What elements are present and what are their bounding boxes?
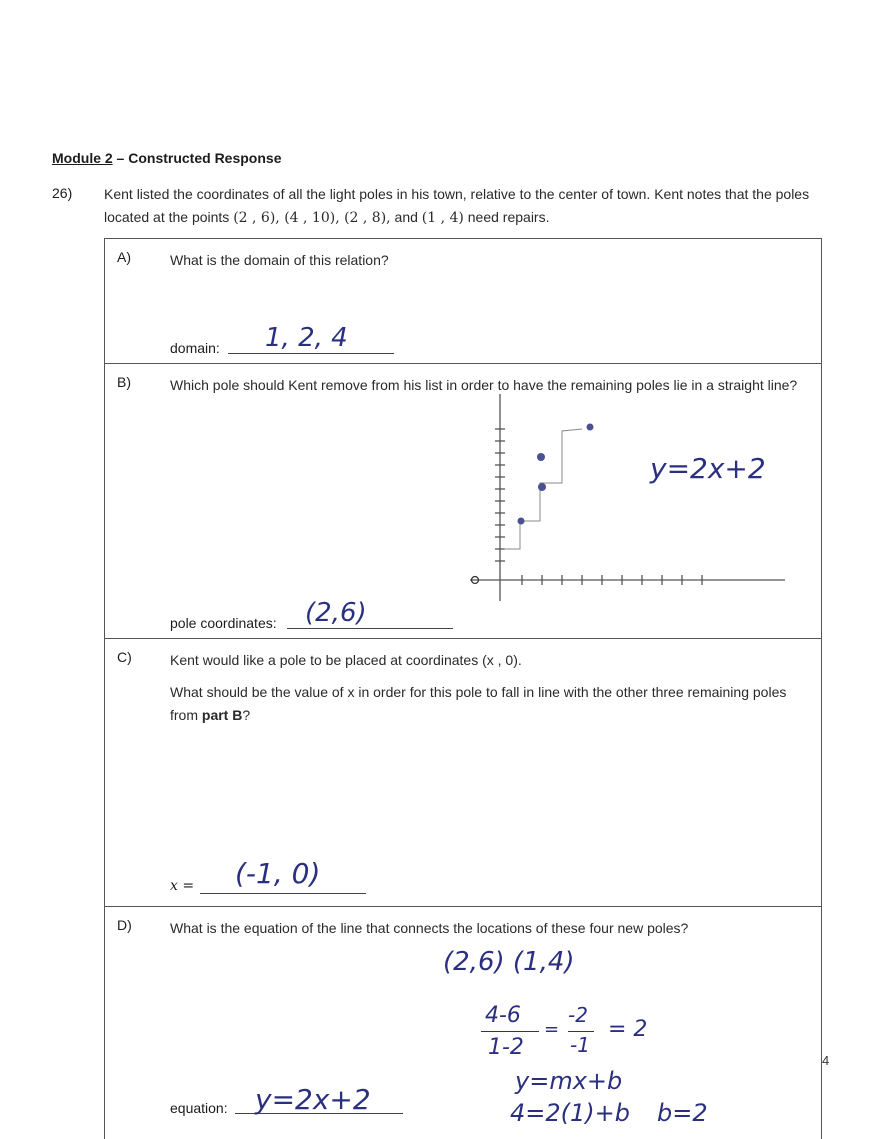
question-text-a: Kent listed the coordinates of all the light poles in his town, relative to the center of town. Kent notes that the poles located at the points — [104, 186, 810, 225]
question-point-last: (1 , 4) — [421, 210, 464, 226]
part-d-box — [104, 906, 822, 1139]
part-a-prompt: What is the domain of this relation? — [170, 252, 389, 268]
part-b-box — [104, 363, 822, 638]
work-frac1-den: 1-2 — [488, 1035, 524, 1060]
equation-handwritten-answer: y=2x+2 — [255, 1083, 371, 1116]
part-b-prompt: Which pole should Kent remove from his list in order to have the remaining poles lie in a straight line? — [170, 377, 798, 393]
part-c-bold: part B — [201, 707, 243, 723]
part-c-label: C) — [117, 649, 132, 665]
work-eq-substitution: 4=2(1)+b — [510, 1099, 630, 1127]
work-frac1-num: 4-6 — [485, 1003, 521, 1028]
page-number: 4 — [822, 1053, 830, 1068]
x-equals-label: x = — [170, 878, 195, 894]
work-eq-slope-form: y=mx+b — [515, 1067, 623, 1095]
question-number: 26) — [52, 185, 73, 201]
work-points: (2,6) (1,4) — [443, 947, 575, 977]
question-text — [104, 183, 834, 230]
part-a-label: A) — [117, 249, 131, 265]
module-label: Module 2 — [52, 150, 113, 166]
part-b-label: B) — [117, 374, 131, 390]
work-frac1-bar — [481, 1031, 539, 1032]
domain-handwritten-answer: 1, 2, 4 — [265, 323, 348, 353]
work-eq-b: b=2 — [657, 1099, 708, 1127]
part-c-prompt-2b: ? — [242, 707, 251, 723]
section-heading — [52, 150, 282, 166]
part-a-box — [104, 238, 822, 363]
pole-coordinates-label: pole coordinates: — [170, 615, 277, 631]
hand-drawn-graph — [460, 389, 790, 609]
question-points: (2 , 6), (4 , 10), (2 , 8), — [233, 210, 391, 226]
part-c-prompt-2a: What should be the value of x in order for this pole to fall in line with the other three remaining poles from — [170, 684, 787, 723]
question-text-b: and — [390, 209, 422, 225]
work-frac2-den: -1 — [570, 1033, 590, 1057]
equation-label: equation: — [170, 1100, 228, 1116]
part-d-label: D) — [117, 917, 132, 933]
part-d-prompt: What is the equation of the line that connects the locations of these four new poles? — [170, 920, 689, 936]
work-equals-1: = — [544, 1019, 560, 1040]
domain-label: domain: — [170, 340, 220, 356]
work-frac2-bar — [568, 1031, 594, 1032]
work-result: = 2 — [608, 1017, 648, 1042]
part-c-prompt-2 — [170, 681, 800, 727]
work-frac2-num: -2 — [568, 1003, 588, 1027]
x-handwritten-answer: (-1, 0) — [235, 857, 321, 890]
part-c-box — [104, 638, 822, 906]
pole-handwritten-answer: (2,6) — [305, 598, 367, 628]
heading-rest: – Constructed Response — [112, 150, 282, 166]
part-c-prompt-1: Kent would like a pole to be placed at coordinates (x , 0). — [170, 652, 522, 668]
question-text-c: need repairs. — [463, 209, 550, 225]
graph-equation-note: y=2x+2 — [650, 452, 766, 485]
